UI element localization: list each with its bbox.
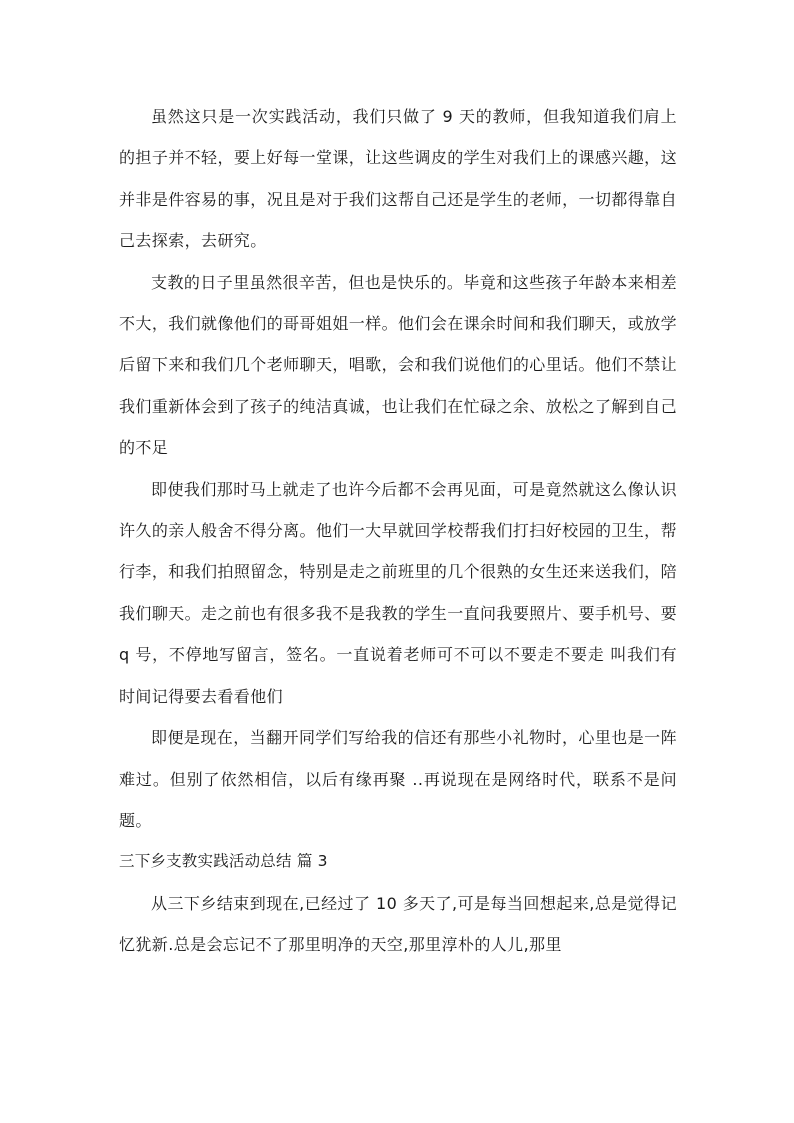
section-heading: 三下乡支教实践活动总结 篇 3: [119, 852, 328, 871]
document-body: [119, 96, 677, 966]
paragraph-2: 支教的日子里虽然很辛苦，但也是快乐的。毕竟和这些孩子年龄本来相差不大，我们就像他们的哥哥姐姐一样。他们会在课余时间和我们聊天，或放学后留下来和我们几个老师聊天，唱歌，会和我们说他们的心里话。他们不禁让我们重新体会到了孩子的纯洁真诚，也让我们在忙碌之余、放松之了解到自己的不足: [119, 272, 677, 458]
paragraph-1: 虽然这只是一次实践活动，我们只做了 9 天的教师，但我知道我们肩上的担子并不轻，要上好每一堂课，让这些调皮的学生对我们上的课感兴趣，这并非是件容易的事，况且是对于我们这帮自己还是学生的老师，一切都得靠自己去探索，去研究。: [119, 107, 677, 251]
paragraph-5: 从三下乡结束到现在,已经过了 10 多天了,可是每当回想起来,总是觉得记忆犹新.总是会忘记不了那里明净的天空,那里淳朴的人儿,那里: [119, 893, 677, 955]
paragraph-3: 即使我们那时马上就走了也许今后都不会再见面，可是竟然就这么像认识许久的亲人般舍不得分离。他们一大早就回学校帮我们打扫好校园的卫生，帮行李，和我们拍照留念，特别是走之前班里的几个很熟的女生还来送我们，陪我们聊天。走之前也有很多我不是我教的学生一直问我要照片、要手机号、要 q 号，不停地写留言，签名。一直说着老师可不可以不要走不要走 叫我们有时间记得要去看看他们: [119, 479, 677, 706]
paragraph-4: 即便是现在，当翻开同学们写给我的信还有那些小礼物时，心里也是一阵难过。但别了依然相信，以后有缘再聚 ..再说现在是网络时代，联系不是问题。: [119, 728, 677, 830]
